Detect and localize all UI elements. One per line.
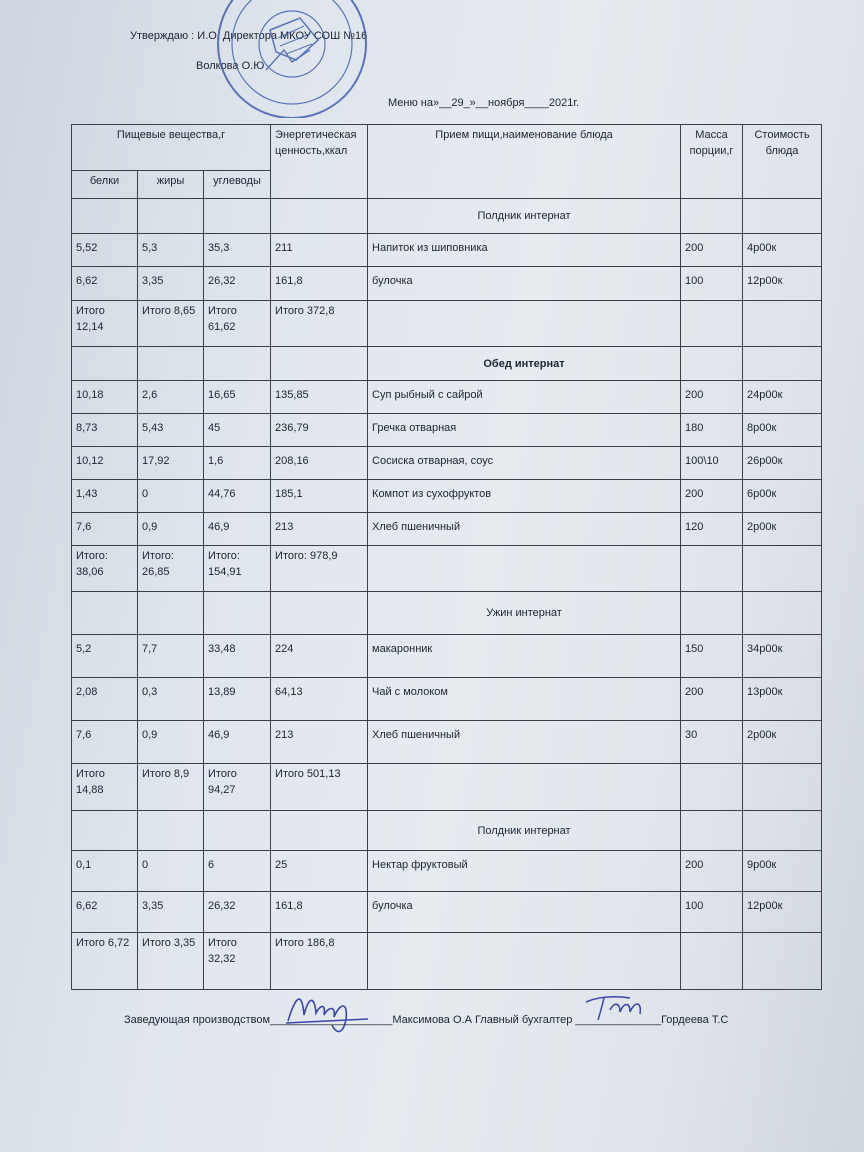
total-fat-cell: Итого 8,9	[138, 764, 204, 811]
energy-cell: 135,85	[271, 381, 368, 414]
dish-row	[72, 381, 822, 414]
dish-name-cell: Сосиска отварная, соус	[368, 447, 681, 480]
protein-cell: 5,2	[72, 635, 138, 678]
dish-name-cell: булочка	[368, 892, 681, 933]
total-carbs-cell: Итого: 154,91	[204, 546, 271, 592]
total-protein-cell: Итого 14,88	[72, 764, 138, 811]
total-row	[72, 764, 822, 811]
empty-cell	[72, 592, 138, 635]
fat-cell: 0	[138, 851, 204, 892]
empty-cell	[743, 301, 822, 347]
empty-cell	[681, 811, 743, 851]
approval-line: Утверждаю : И.О. Директора МКОУ СОШ №16	[130, 30, 368, 42]
total-energy-cell: Итого 186,8	[271, 933, 368, 990]
mass-cell: 120	[681, 513, 743, 546]
total-row	[72, 301, 822, 347]
dish-name-cell: Суп рыбный с сайрой	[368, 381, 681, 414]
header-energy: Энергетическая ценность,ккал	[271, 125, 368, 199]
dish-row	[72, 414, 822, 447]
cost-cell: 4р00к	[743, 234, 822, 267]
empty-cell	[681, 933, 743, 990]
cost-cell: 34р00к	[743, 635, 822, 678]
energy-cell: 211	[271, 234, 368, 267]
protein-cell: 5,52	[72, 234, 138, 267]
dish-row	[72, 513, 822, 546]
header-meal: Прием пищи,наименование блюда	[368, 125, 681, 199]
empty-cell	[138, 347, 204, 381]
total-protein-cell: Итого 6,72	[72, 933, 138, 990]
carbs-cell: 33,48	[204, 635, 271, 678]
empty-cell	[681, 199, 743, 234]
mass-cell: 100	[681, 892, 743, 933]
section-title: Полдник интернат	[368, 811, 681, 851]
energy-cell: 161,8	[271, 892, 368, 933]
dish-row	[72, 267, 822, 301]
empty-cell	[681, 301, 743, 347]
empty-cell	[743, 933, 822, 990]
dish-name-cell: Гречка отварная	[368, 414, 681, 447]
protein-cell: 6,62	[72, 892, 138, 933]
empty-cell	[204, 592, 271, 635]
protein-cell: 6,62	[72, 267, 138, 301]
cost-cell: 9р00к	[743, 851, 822, 892]
total-carbs-cell: Итого 32,32	[204, 933, 271, 990]
total-energy-cell: Итого: 978,9	[271, 546, 368, 592]
mass-cell: 200	[681, 234, 743, 267]
dish-row	[72, 635, 822, 678]
cost-cell: 13р00к	[743, 678, 822, 721]
empty-cell	[681, 592, 743, 635]
protein-cell: 2,08	[72, 678, 138, 721]
dish-name-cell: Хлеб пшеничный	[368, 721, 681, 764]
empty-cell	[681, 546, 743, 592]
empty-cell	[743, 592, 822, 635]
carbs-cell: 6	[204, 851, 271, 892]
empty-cell	[204, 199, 271, 234]
empty-cell	[138, 592, 204, 635]
empty-cell	[72, 199, 138, 234]
energy-cell: 224	[271, 635, 368, 678]
carbs-cell: 13,89	[204, 678, 271, 721]
section-header-row	[72, 592, 822, 635]
dish-row	[72, 447, 822, 480]
empty-cell	[138, 199, 204, 234]
dish-name-cell: Нектар фруктовый	[368, 851, 681, 892]
empty-cell	[743, 546, 822, 592]
energy-cell: 161,8	[271, 267, 368, 301]
dish-name-cell: Хлеб пшеничный	[368, 513, 681, 546]
cost-cell: 24р00к	[743, 381, 822, 414]
header-protein: белки	[72, 171, 138, 199]
carbs-cell: 16,65	[204, 381, 271, 414]
dish-row	[72, 480, 822, 513]
protein-cell: 8,73	[72, 414, 138, 447]
energy-cell: 185,1	[271, 480, 368, 513]
total-carbs-cell: Итого 94,27	[204, 764, 271, 811]
total-fat-cell: Итого: 26,85	[138, 546, 204, 592]
total-protein-cell: Итого: 38,06	[72, 546, 138, 592]
dish-row	[72, 851, 822, 892]
empty-cell	[368, 546, 681, 592]
mass-cell: 100\10	[681, 447, 743, 480]
total-protein-cell: Итого 12,14	[72, 301, 138, 347]
protein-cell: 10,18	[72, 381, 138, 414]
carbs-cell: 46,9	[204, 721, 271, 764]
fat-cell: 5,3	[138, 234, 204, 267]
signature-maksimova	[282, 985, 372, 1040]
protein-cell: 7,6	[72, 513, 138, 546]
total-energy-cell: Итого 372,8	[271, 301, 368, 347]
dish-name-cell: макаронник	[368, 635, 681, 678]
dish-name-cell: булочка	[368, 267, 681, 301]
empty-cell	[743, 764, 822, 811]
header-fat: жиры	[138, 171, 204, 199]
total-row	[72, 546, 822, 592]
empty-cell	[743, 811, 822, 851]
cost-cell: 8р00к	[743, 414, 822, 447]
mass-cell: 100	[681, 267, 743, 301]
dish-name-cell: Напиток из шиповника	[368, 234, 681, 267]
header-nutrients: Пищевые вещества,г	[72, 125, 271, 171]
fat-cell: 3,35	[138, 892, 204, 933]
fat-cell: 3,35	[138, 267, 204, 301]
fat-cell: 7,7	[138, 635, 204, 678]
header-cost: Стоимость блюда	[743, 125, 822, 199]
protein-cell: 0,1	[72, 851, 138, 892]
protein-cell: 7,6	[72, 721, 138, 764]
section-header-row	[72, 199, 822, 234]
cost-cell: 2р00к	[743, 721, 822, 764]
mass-cell: 180	[681, 414, 743, 447]
empty-cell	[743, 347, 822, 381]
empty-cell	[204, 347, 271, 381]
total-energy-cell: Итого 501,13	[271, 764, 368, 811]
total-fat-cell: Итого 3,35	[138, 933, 204, 990]
dish-row	[72, 892, 822, 933]
cost-cell: 2р00к	[743, 513, 822, 546]
carbs-cell: 26,32	[204, 892, 271, 933]
mass-cell: 150	[681, 635, 743, 678]
fat-cell: 2,6	[138, 381, 204, 414]
empty-cell	[271, 347, 368, 381]
mass-cell: 200	[681, 851, 743, 892]
energy-cell: 64,13	[271, 678, 368, 721]
energy-cell: 236,79	[271, 414, 368, 447]
empty-cell	[368, 764, 681, 811]
dish-row	[72, 234, 822, 267]
empty-cell	[368, 933, 681, 990]
section-title: Ужин интернат	[368, 592, 681, 635]
empty-cell	[204, 811, 271, 851]
carbs-cell: 1,6	[204, 447, 271, 480]
empty-cell	[138, 811, 204, 851]
header-carbs: углеводы	[204, 171, 271, 199]
fat-cell: 17,92	[138, 447, 204, 480]
empty-cell	[271, 592, 368, 635]
empty-cell	[271, 199, 368, 234]
dish-row	[72, 721, 822, 764]
mass-cell: 200	[681, 381, 743, 414]
section-title: Полдник интернат	[368, 199, 681, 234]
energy-cell: 213	[271, 721, 368, 764]
mass-cell: 30	[681, 721, 743, 764]
empty-cell	[368, 301, 681, 347]
total-row	[72, 933, 822, 990]
empty-cell	[681, 764, 743, 811]
carbs-cell: 45	[204, 414, 271, 447]
carbs-cell: 26,32	[204, 267, 271, 301]
dish-row	[72, 678, 822, 721]
mass-cell: 200	[681, 678, 743, 721]
mass-cell: 200	[681, 480, 743, 513]
empty-cell	[72, 347, 138, 381]
empty-cell	[72, 811, 138, 851]
fat-cell: 0	[138, 480, 204, 513]
energy-cell: 208,16	[271, 447, 368, 480]
carbs-cell: 44,76	[204, 480, 271, 513]
energy-cell: 213	[271, 513, 368, 546]
menu-table	[71, 124, 822, 990]
empty-cell	[271, 811, 368, 851]
section-title: Обед интернат	[368, 347, 681, 381]
empty-cell	[681, 347, 743, 381]
dish-name-cell: Чай с молоком	[368, 678, 681, 721]
footer-signatures: Заведующая производством____________________Максимова О.А Главный бухгалтер ______________Гордеева Т.С	[124, 1014, 729, 1026]
cost-cell: 6р00к	[743, 480, 822, 513]
total-carbs-cell: Итого 61,62	[204, 301, 271, 347]
cost-cell: 12р00к	[743, 892, 822, 933]
energy-cell: 25	[271, 851, 368, 892]
header-mass: Масса порции,г	[681, 125, 743, 199]
menu-date: Меню на»__29_»__ноября____2021г.	[388, 97, 580, 109]
fat-cell: 0,9	[138, 513, 204, 546]
school-stamp	[200, 0, 380, 118]
cost-cell: 26р00к	[743, 447, 822, 480]
section-header-row	[72, 811, 822, 851]
dish-name-cell: Компот из сухофруктов	[368, 480, 681, 513]
protein-cell: 10,12	[72, 447, 138, 480]
carbs-cell: 46,9	[204, 513, 271, 546]
cost-cell: 12р00к	[743, 267, 822, 301]
empty-cell	[743, 199, 822, 234]
director-name: Волкова О.Ю	[196, 60, 265, 72]
fat-cell: 0,9	[138, 721, 204, 764]
section-header-row	[72, 347, 822, 381]
total-fat-cell: Итого 8,65	[138, 301, 204, 347]
fat-cell: 5,43	[138, 414, 204, 447]
fat-cell: 0,3	[138, 678, 204, 721]
protein-cell: 1,43	[72, 480, 138, 513]
carbs-cell: 35,3	[204, 234, 271, 267]
